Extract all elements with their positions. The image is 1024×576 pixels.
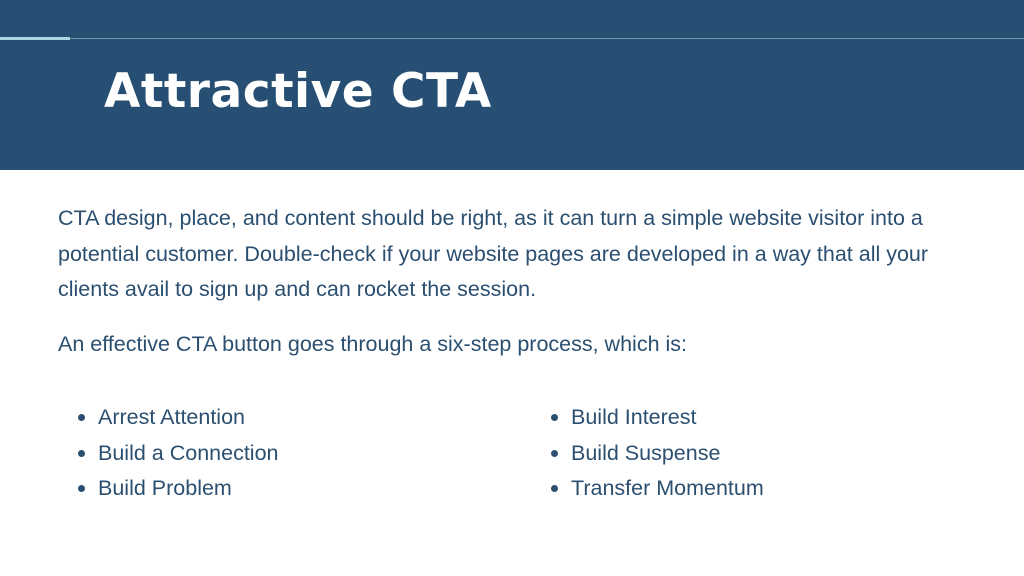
list-item [551,471,764,507]
list-item [551,436,764,472]
list-item-label: Arrest Attention [98,405,245,429]
slide-body [58,201,974,362]
list-item [551,400,764,436]
header-band [0,0,1024,170]
bullet-icon [78,485,85,492]
steps-column-left [78,400,278,507]
list-item [78,436,278,472]
process-intro-paragraph: An effective CTA button goes through a six-step process, which is: [58,331,688,356]
steps-column-right [551,400,764,507]
list-item-label: Build a Connection [98,440,279,465]
list-item-label: Build Suspense [571,440,721,465]
list-item [78,400,278,436]
intro-paragraph: CTA design, place, and content should be right, as it can turn a simple website visitor into a potential customer. Double-check if your website pages are developed in a way that all your clients avail to sign up and can rocket the session. [58,206,929,301]
slide-title: Attractive CTA [104,64,492,119]
list-item-label: Build Problem [98,476,232,500]
list-item-label: Build Interest [571,405,697,429]
bullet-icon [78,414,85,421]
bullet-icon [551,414,558,421]
bullet-icon [78,450,85,457]
bullet-icon [551,485,558,492]
header-accent-line [0,37,70,40]
list-item [78,471,278,507]
header-divider-line [0,38,1024,39]
bullet-icon [551,450,558,457]
list-item-label: Transfer Momentum [571,476,764,500]
